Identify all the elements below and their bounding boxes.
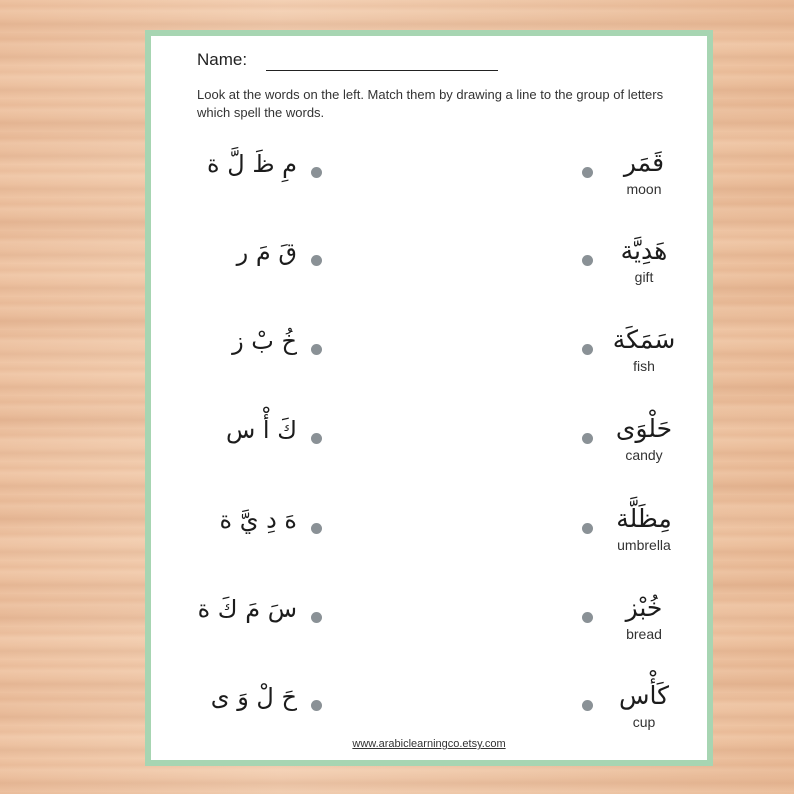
letters-group: مِ ظَ لَّ ة [207,150,297,178]
english-meaning: fish [633,358,655,374]
arabic-word: كَأْس [618,681,670,710]
footer-url[interactable]: www.arabiclearningco.etsy.com [352,738,506,750]
english-meaning: cup [632,714,656,730]
left-match-dot[interactable] [311,612,322,623]
instructions: Look at the words on the left. Match them by drawing a line to the group of letters which spell the words. [197,87,664,120]
english-meaning: umbrella [617,537,671,553]
english-meaning: gift [634,269,654,285]
right-match-dot[interactable] [582,612,593,623]
letters-group: كَ أْ س [225,416,297,444]
arabic-word: حَلْوَى [615,414,673,443]
arabic-word: خُبْز [625,593,663,622]
arabic-word: قَمَر [623,148,665,177]
right-match-dot[interactable] [582,433,593,444]
match-row [151,325,707,410]
right-match-dot[interactable] [582,344,593,355]
left-match-dot[interactable] [311,433,322,444]
letters-group: هَ دِ يَّ ة [219,506,297,534]
match-row [151,504,707,589]
letters-group: حَ لْ وَ ى [210,683,297,711]
letters-group: خُ بْ ز [232,327,297,355]
match-row [151,148,707,233]
worksheet [145,30,713,766]
right-match-dot[interactable] [582,255,593,266]
english-meaning: candy [625,447,663,463]
match-row [151,236,707,321]
name-label: Name: [197,50,248,69]
match-row [151,681,707,766]
arabic-word: هَدِيَّة [620,236,668,265]
left-match-dot[interactable] [311,255,322,266]
english-meaning: moon [626,181,662,197]
arabic-word: سَمَكَة [612,325,676,354]
right-match-dot[interactable] [582,700,593,711]
left-match-dot[interactable] [311,167,322,178]
match-row [151,414,707,499]
right-match-dot[interactable] [582,523,593,534]
english-meaning: bread [626,626,662,642]
left-match-dot[interactable] [311,344,322,355]
letters-group: سَ مَ كَ ة [197,595,297,623]
match-row [151,593,707,678]
left-match-dot[interactable] [311,523,322,534]
right-match-dot[interactable] [582,167,593,178]
arabic-word: مِظَلَّة [616,504,672,533]
name-answer-line[interactable] [266,70,498,71]
letters-group: قَ مَ ر [236,238,297,266]
left-match-dot[interactable] [311,700,322,711]
